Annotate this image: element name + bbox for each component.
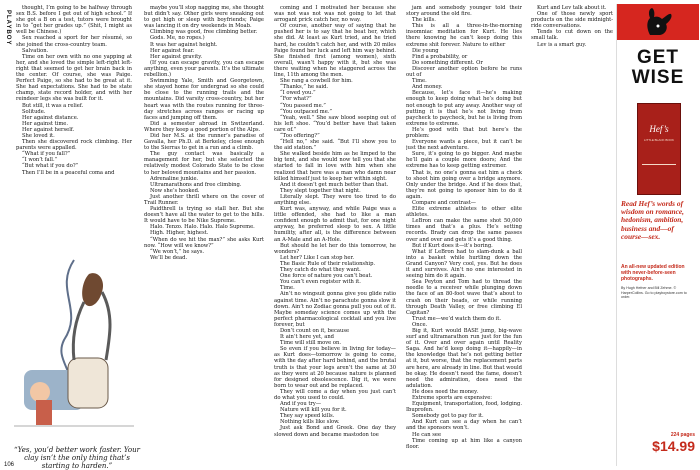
paragraph: Ain’t no wingsuit gonna give you glide ratio against time. Ain’t no parachute gonna slow it down. Ain’t no Zodiac gonna pull you out of it. Maybe someday science comes up with the perfect pharmacological cocktail and you live forever, but bbox=[274, 291, 396, 328]
paragraph: Lev is a smart guy. bbox=[537, 41, 587, 48]
ad-headline: GET WISE bbox=[631, 47, 685, 88]
paragraph: So even if you believe in living for today—as Kurt does—tomorrow is going to come, with the day after hard behind, and the brutal truth is that your legs aren’t the same at 30 as they were at 20 because nature is planned for designed obsolescence. Dig it, we were born to wear out and be replaced. bbox=[274, 346, 396, 389]
column-3 bbox=[274, 5, 396, 460]
paragraph: High. Higher, highest. bbox=[150, 230, 209, 237]
paragraph: “I won’t fall.” bbox=[22, 157, 58, 164]
paragraph: Halo. Tenzo. Halo. Halo. Halo Supreme. bbox=[150, 224, 255, 231]
paragraph: Climbing was good, free climbing better. bbox=[150, 29, 258, 36]
paragraph: “Thanks,” he said. bbox=[280, 84, 329, 91]
paragraph: Find a probability, or bbox=[412, 53, 468, 60]
paragraph: Sea Peyton and Tom had to thread the needle to a receiver while plunging down the face of an 80-foot wave that’s about to crash on their heads, or while running through Death Valley, or free climbing El Capitan? bbox=[406, 279, 522, 316]
paragraph: Her against herself. bbox=[22, 126, 75, 133]
paragraph: “What if you fall?” bbox=[22, 151, 71, 158]
paragraph: Nothing kills like slow. bbox=[280, 419, 340, 426]
cartoon-caption: “Yes, you’d better work faster. Your clay isn’t the only thing that’s starting to harden.” bbox=[14, 446, 140, 470]
paragraph: Just another thrill where on the cover of Trail Runner. bbox=[144, 193, 264, 206]
paragraph: Nature will kill you for it. bbox=[280, 407, 347, 414]
paragraph: “When do we hit the max?” she asks Kurt now. “How will we know?” bbox=[144, 236, 264, 249]
paragraph: This is all a three-in-the-morning insomniac meditation for Kurt. He lies there knowing he can’t keep doing this extreme shit forever. Nature to either bbox=[406, 23, 522, 48]
paragraph: thought, I’m going to be halfway through sex B.S. before I get out of high school.” If she got a B on a test, tutors were brought in to “get her grades up.” (Shit, I might as well be Chinese.) bbox=[16, 5, 132, 36]
paragraph: Did her M.S. at the runner’s paradise of Gavalla, her Ph.D. at Berkeley, close enough to the Sierras to get in a run and a climb. bbox=[144, 132, 264, 152]
paragraph: One force of nature you can’t beat. bbox=[280, 273, 373, 280]
magazine-spine bbox=[3, 10, 11, 80]
paragraph: Paidthrell is trying so stall her. But she doesn’t have all the water to get to the hills. It would have to be Nike Supreme. bbox=[144, 206, 264, 225]
paragraph: Time. bbox=[280, 285, 295, 292]
paragraph: Her against distance. bbox=[22, 114, 79, 121]
ad-description: Read Hef’s words of wisdom on romance, hedonism, ambition, business and—of course—sex. bbox=[621, 199, 685, 241]
paragraph: Time on her own with no one yapping at her, and she loved the simple left-right left-right that seemed to get her brain back in the center. Of course, she was Paige. Perfect Paige, so she had to be great at it. She had expectations. She had to be state champ, state record holder, and with her reindeer legs she was built for it. bbox=[16, 53, 132, 103]
paragraph: They say speed kills. bbox=[280, 413, 335, 420]
paragraph: What if LeBron had to slam-dunk a ball into a basket while hurtling down the Grand Canyon? Very cool, yes. But he does it and survives. Ain’t no one interested in seeing him do it again. bbox=[406, 248, 522, 280]
paragraph: And Kurt can see a day when he can’t and the sponsors won’t. bbox=[406, 419, 522, 432]
paragraph: Her against time. bbox=[22, 120, 69, 127]
paragraph: We’ll be dead. bbox=[150, 254, 188, 261]
paragraph: Her against gravity. bbox=[150, 53, 203, 60]
paragraph: The kills. bbox=[412, 17, 436, 24]
column-1 bbox=[16, 5, 132, 248]
book-price: $14.99 bbox=[652, 438, 695, 454]
paragraph: Elite extreme athletes to other elite athletes. bbox=[406, 206, 522, 219]
paragraph: Extreme sports are expensive: bbox=[412, 395, 493, 401]
book-advertisement[interactable] bbox=[616, 4, 699, 466]
paragraph: Swimming Yale, Smith and Georgetown, she stayed home for undergrad so she could be close to the running trails and the mountains. Did varsity cross-country, but her heart was with the routes running for three-day stretches across ranges or racing up faces and jumping off them. bbox=[144, 78, 264, 121]
paragraph: One of those newly sport products on the side midnight-ride conversations. bbox=[531, 11, 613, 30]
paragraph: It ain’t here yet, and bbox=[280, 334, 335, 341]
paragraph: But if Kurt does it—it’s boring. bbox=[412, 242, 493, 249]
ad-credit: By Hugh Hefner and Bill Zehme. © HarperCollins. Go to playboystore.com to order. bbox=[621, 286, 687, 300]
paragraph: And it doesn’t get much better than that. bbox=[280, 181, 389, 188]
paragraph: Of course, another way of saying that he pushed her is to say that he beat her, which she did. At least as Kurt tried, and he tried hard, he couldn’t catch her, and with 20 miles Paige found her luck and left him way behind. She finished first (among women), sixth overall, wasn’t happy with it, but she was there waiting when he staggered across the line, 11th among the men. bbox=[274, 23, 396, 79]
paragraph: But should he let her do this tomorrow, he wonders? bbox=[274, 242, 396, 255]
paragraph: They slept together that night. bbox=[280, 187, 361, 194]
book-subtitle: LITTLE BLACK BOOK bbox=[643, 138, 674, 142]
ad-offer: An all-new updated edition with never-before-seen photographs. bbox=[621, 264, 685, 282]
paragraph: Then she discovered rock climbing. Her parents were appalled. bbox=[16, 139, 132, 152]
paragraph: “Yeah, well.” She saw blood seeping out of his left shoe. “You’d better have that taken care of.” bbox=[274, 114, 396, 133]
paragraph: coming and I motivated her because she was not was not was not going to let that arrogant prick catch her, no way. bbox=[274, 5, 396, 24]
paragraph: Trust me—we’d watch them do it. bbox=[412, 315, 502, 322]
page-number: 106 bbox=[4, 462, 15, 468]
paragraph: Equipment, transportation, food, lodging. Ibuprofen. bbox=[406, 401, 522, 414]
book-cover[interactable] bbox=[637, 103, 681, 195]
paragraph: Everyone wants a piece, but it can’t be just the next adventure. bbox=[406, 139, 522, 152]
paragraph: She loved it. bbox=[22, 132, 55, 139]
paragraph: “We won’t,” he says. bbox=[150, 248, 205, 255]
paragraph: Now she’s hooked. bbox=[150, 187, 200, 194]
paragraph: He’s good with that but here’s the problem: bbox=[406, 126, 522, 139]
paragraph: That is, no one’s gonna eat him a check to shoot him going over a bridge anymore. Only under the bridge. And if he does that, they’re not going to sponsor him to do it again. bbox=[406, 169, 522, 200]
paragraph: And if you try— bbox=[280, 401, 322, 408]
paragraph: The Basic Rule of their relationship. bbox=[280, 260, 376, 267]
paragraph: They will come a day when you just can’t do what you used to could. bbox=[274, 388, 396, 401]
paragraph: maybe you’ll stop nagging me, she thought but didn’t say. Other girls were sneaking out to get high or sleep with boyfriends; Paige was lancing it on dry weekends in Moab. bbox=[144, 5, 264, 30]
paragraph: Don’t count on it, because bbox=[280, 327, 350, 334]
paragraph: He can see bbox=[412, 431, 442, 438]
paragraph: But still, it was a relief. bbox=[22, 102, 84, 109]
paragraph: (If you can escape gravity, you can escape anything, even your parents. It’s the ultimate rebellion.) bbox=[144, 59, 264, 79]
paragraph: Die young bbox=[412, 47, 439, 54]
rabbit-head-icon bbox=[639, 7, 677, 37]
paragraph: “Hell no,” she said. “But I’ll show you to the aid station.” bbox=[274, 139, 396, 152]
paragraph: Discover another option before he runs out of bbox=[406, 65, 522, 79]
paragraph: “But what if you do?” bbox=[22, 163, 79, 170]
paragraph: She rang a cowbell for him. bbox=[280, 78, 353, 85]
paragraph: Compare and contrast— bbox=[412, 200, 476, 206]
paragraph: Sex reached a sport for her résumé, so she joined the cross-country team. bbox=[16, 35, 132, 48]
cartoon-illustration bbox=[14, 250, 134, 446]
paragraph: “I owed you.” bbox=[280, 90, 316, 97]
paragraph: Time will still move on. bbox=[280, 340, 342, 347]
book-rule bbox=[642, 164, 676, 165]
paragraph: And money. bbox=[412, 84, 443, 91]
paragraph: Tends to cut down on the small talk. bbox=[531, 29, 613, 42]
paragraph: LeBron can make the same shot 50,000 times and that’s a plus. He’s setting records. Brady can drop the same passes over and over and gets it’s a good thing. bbox=[406, 218, 522, 243]
paragraph: Then I’ll be in a peaceful coma and bbox=[22, 169, 115, 176]
paragraph: Sure, it’s going to go bigger. And maybe he’ll gain a couple more doors; And the extreme has to keep getting extremer. bbox=[406, 151, 522, 170]
page-count: 224 pages bbox=[670, 432, 695, 438]
paragraph: Literally slept. They were too tired to do anything else. bbox=[274, 193, 396, 206]
column-2 bbox=[144, 5, 264, 460]
paragraph: Once. bbox=[412, 321, 428, 328]
paragraph: He does need the money. bbox=[412, 388, 479, 395]
paragraph: Adrenaline junkie. bbox=[150, 175, 199, 182]
paragraph: You can’t even register with it. bbox=[280, 279, 361, 286]
paragraph: “You passed me.” bbox=[280, 102, 326, 109]
paragraph: jam and somebody younger told their story around the old fire. bbox=[406, 5, 522, 18]
paragraph: “You outpaced me.” bbox=[280, 108, 333, 115]
paragraph: Time coming up at him like a canyon floor. bbox=[406, 437, 522, 450]
paragraph: The guy contact was basically a management for her, but she selected the relatively modest Colorado State to be close to her beloved mountains and her passion. bbox=[144, 151, 264, 176]
paragraph: Ultramarathons and free climbing. bbox=[150, 181, 242, 188]
column-5 bbox=[531, 5, 613, 460]
paragraph: Did a semester abroad in Switzerland. Where they keep a good portion of the Alps. bbox=[144, 120, 264, 133]
paragraph: “Too offering?” bbox=[280, 132, 320, 139]
paragraph: Kurt was, anyway, and while Paige was a little offended, she had to like a man confident enough to admit that, for one night anyway, he preferred sleep to sex. A little humility, after all, is the difference between an A-Male and an A-Hole. bbox=[274, 206, 396, 243]
ad-header-band bbox=[617, 4, 699, 40]
paragraph: Big it, Kurt would BASE jump, big-wave surf and ultramarathon run just for the fun of it. Over and over again until Reality Saga. And he’d keep doing it—happily—in the knowledge that he’s not getting better at it, but worse, that the replacement parts are here, are already in line. But that would be okay. He doesn’t need the fame, doesn’t need the admiration, does need the adulation. bbox=[406, 327, 522, 389]
book-title: Hef’s bbox=[649, 124, 669, 134]
paragraph: Salvation. bbox=[22, 47, 49, 54]
column-4 bbox=[406, 5, 522, 460]
paragraph: Just ask Bond and Greek. One day they slowed down and became mastodon toe bbox=[274, 425, 396, 438]
paragraph: Gods. Me, no ropes.) bbox=[150, 35, 205, 42]
paragraph: She walked beside him as he limped to the big tent, and she would now tell you that she started to fall in love with him when she realized that here was a man who damn near killed himself just to keep her within sight. bbox=[274, 151, 396, 182]
paragraph: “For what?” bbox=[280, 96, 312, 103]
paragraph: Solitude. bbox=[22, 108, 46, 115]
paragraph: Kurt and Lev talk about it. bbox=[537, 5, 607, 11]
paragraph: Because, let’s face it—he’s making enough to keep doing what he’s doing but not enough to put any away. Another way of putting it is that he’s not living from paycheck to paycheck, but he is living from extreme to extreme. bbox=[406, 90, 522, 127]
paragraph: Let her? Like I can stop her. bbox=[280, 254, 355, 261]
paragraph: Time. bbox=[412, 78, 427, 85]
paragraph: It was her against height. bbox=[150, 41, 218, 48]
paragraph: Somebody got to pay for it. bbox=[412, 413, 484, 420]
paragraph: Do something different. Or bbox=[412, 59, 483, 66]
spine-text: PLAYBOY bbox=[5, 10, 11, 46]
paragraph: Her against fear. bbox=[150, 47, 195, 54]
paragraph: They catch do what they want. bbox=[280, 267, 361, 274]
